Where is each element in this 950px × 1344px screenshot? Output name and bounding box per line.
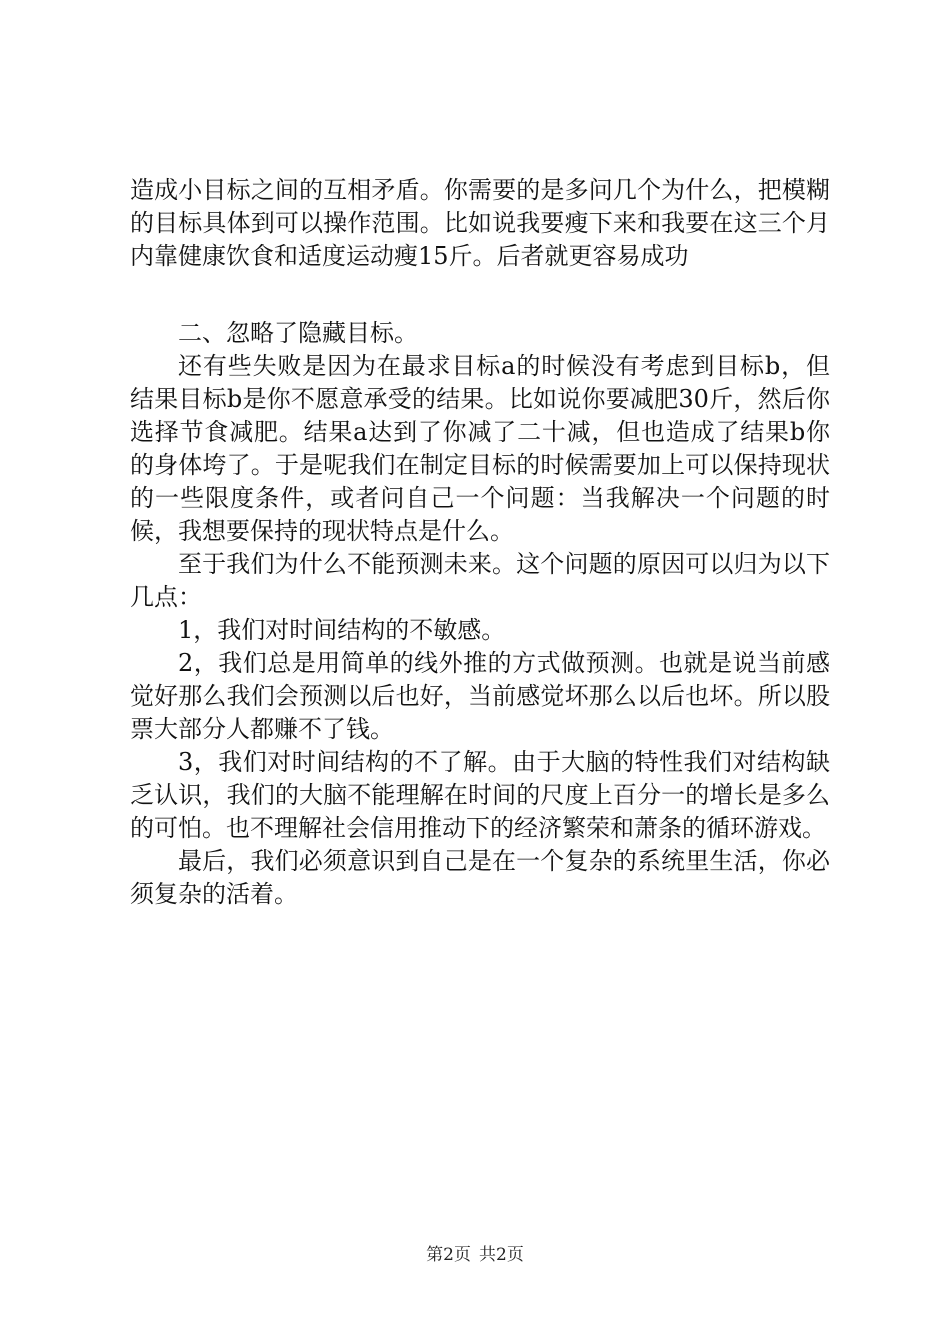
paragraph-intro: 造成小目标之间的互相矛盾。你需要的是多问几个为什么，把模糊的目标具体到可以操作范围。比如说我要瘦下来和我要在这三个月内靠健康饮食和适度运动瘦15斤。后者就更容易成功 <box>130 176 830 270</box>
paragraph-conclusion: 最后，我们必须意识到自己是在一个复杂的系统里生活，你必须复杂的活着。 <box>130 847 830 908</box>
section-heading: 二、忽略了隐藏目标。 <box>178 319 418 347</box>
list-item-3: 3，我们对时间结构的不了解。由于大脑的特性我们对结构缺乏认识，我们的大脑不能理解在时间的尺度上百分一的增长是多么的可怕。也不理解社会信用推动下的经济繁荣和萧条的循环游戏。 <box>130 748 830 842</box>
paragraph-hidden-goal: 还有些失败是因为在最求目标a的时候没有考虑到目标b，但结果目标b是你不愿意承受的结果。比如说你要减肥30斤，然后你选择节食减肥。结果a达到了你减了二十减，但也造成了结果b你的身体垮了。于是呢我们在制定目标的时候需要加上可以保持现状的一些限度条件，或者问自己一个问题：当我解决一个问题的时候，我想要保持的现状特点是什么。 <box>130 352 830 545</box>
paragraph-prediction-intro: 至于我们为什么不能预测未来。这个问题的原因可以归为以下几点： <box>130 550 830 611</box>
page-total: 共2页 <box>479 1245 524 1265</box>
list-item-1: 1，我们对时间结构的不敏感。 <box>178 616 506 644</box>
list-item-2: 2，我们总是用简单的线外推的方式做预测。也就是说当前感觉好那么我们会预测以后也好，当前感觉坏那么以后也坏。所以股票大部分人都赚不了钱。 <box>130 649 830 743</box>
page-footer <box>0 1244 950 1266</box>
document-body <box>130 174 830 911</box>
page-number: 第2页 <box>426 1245 471 1265</box>
